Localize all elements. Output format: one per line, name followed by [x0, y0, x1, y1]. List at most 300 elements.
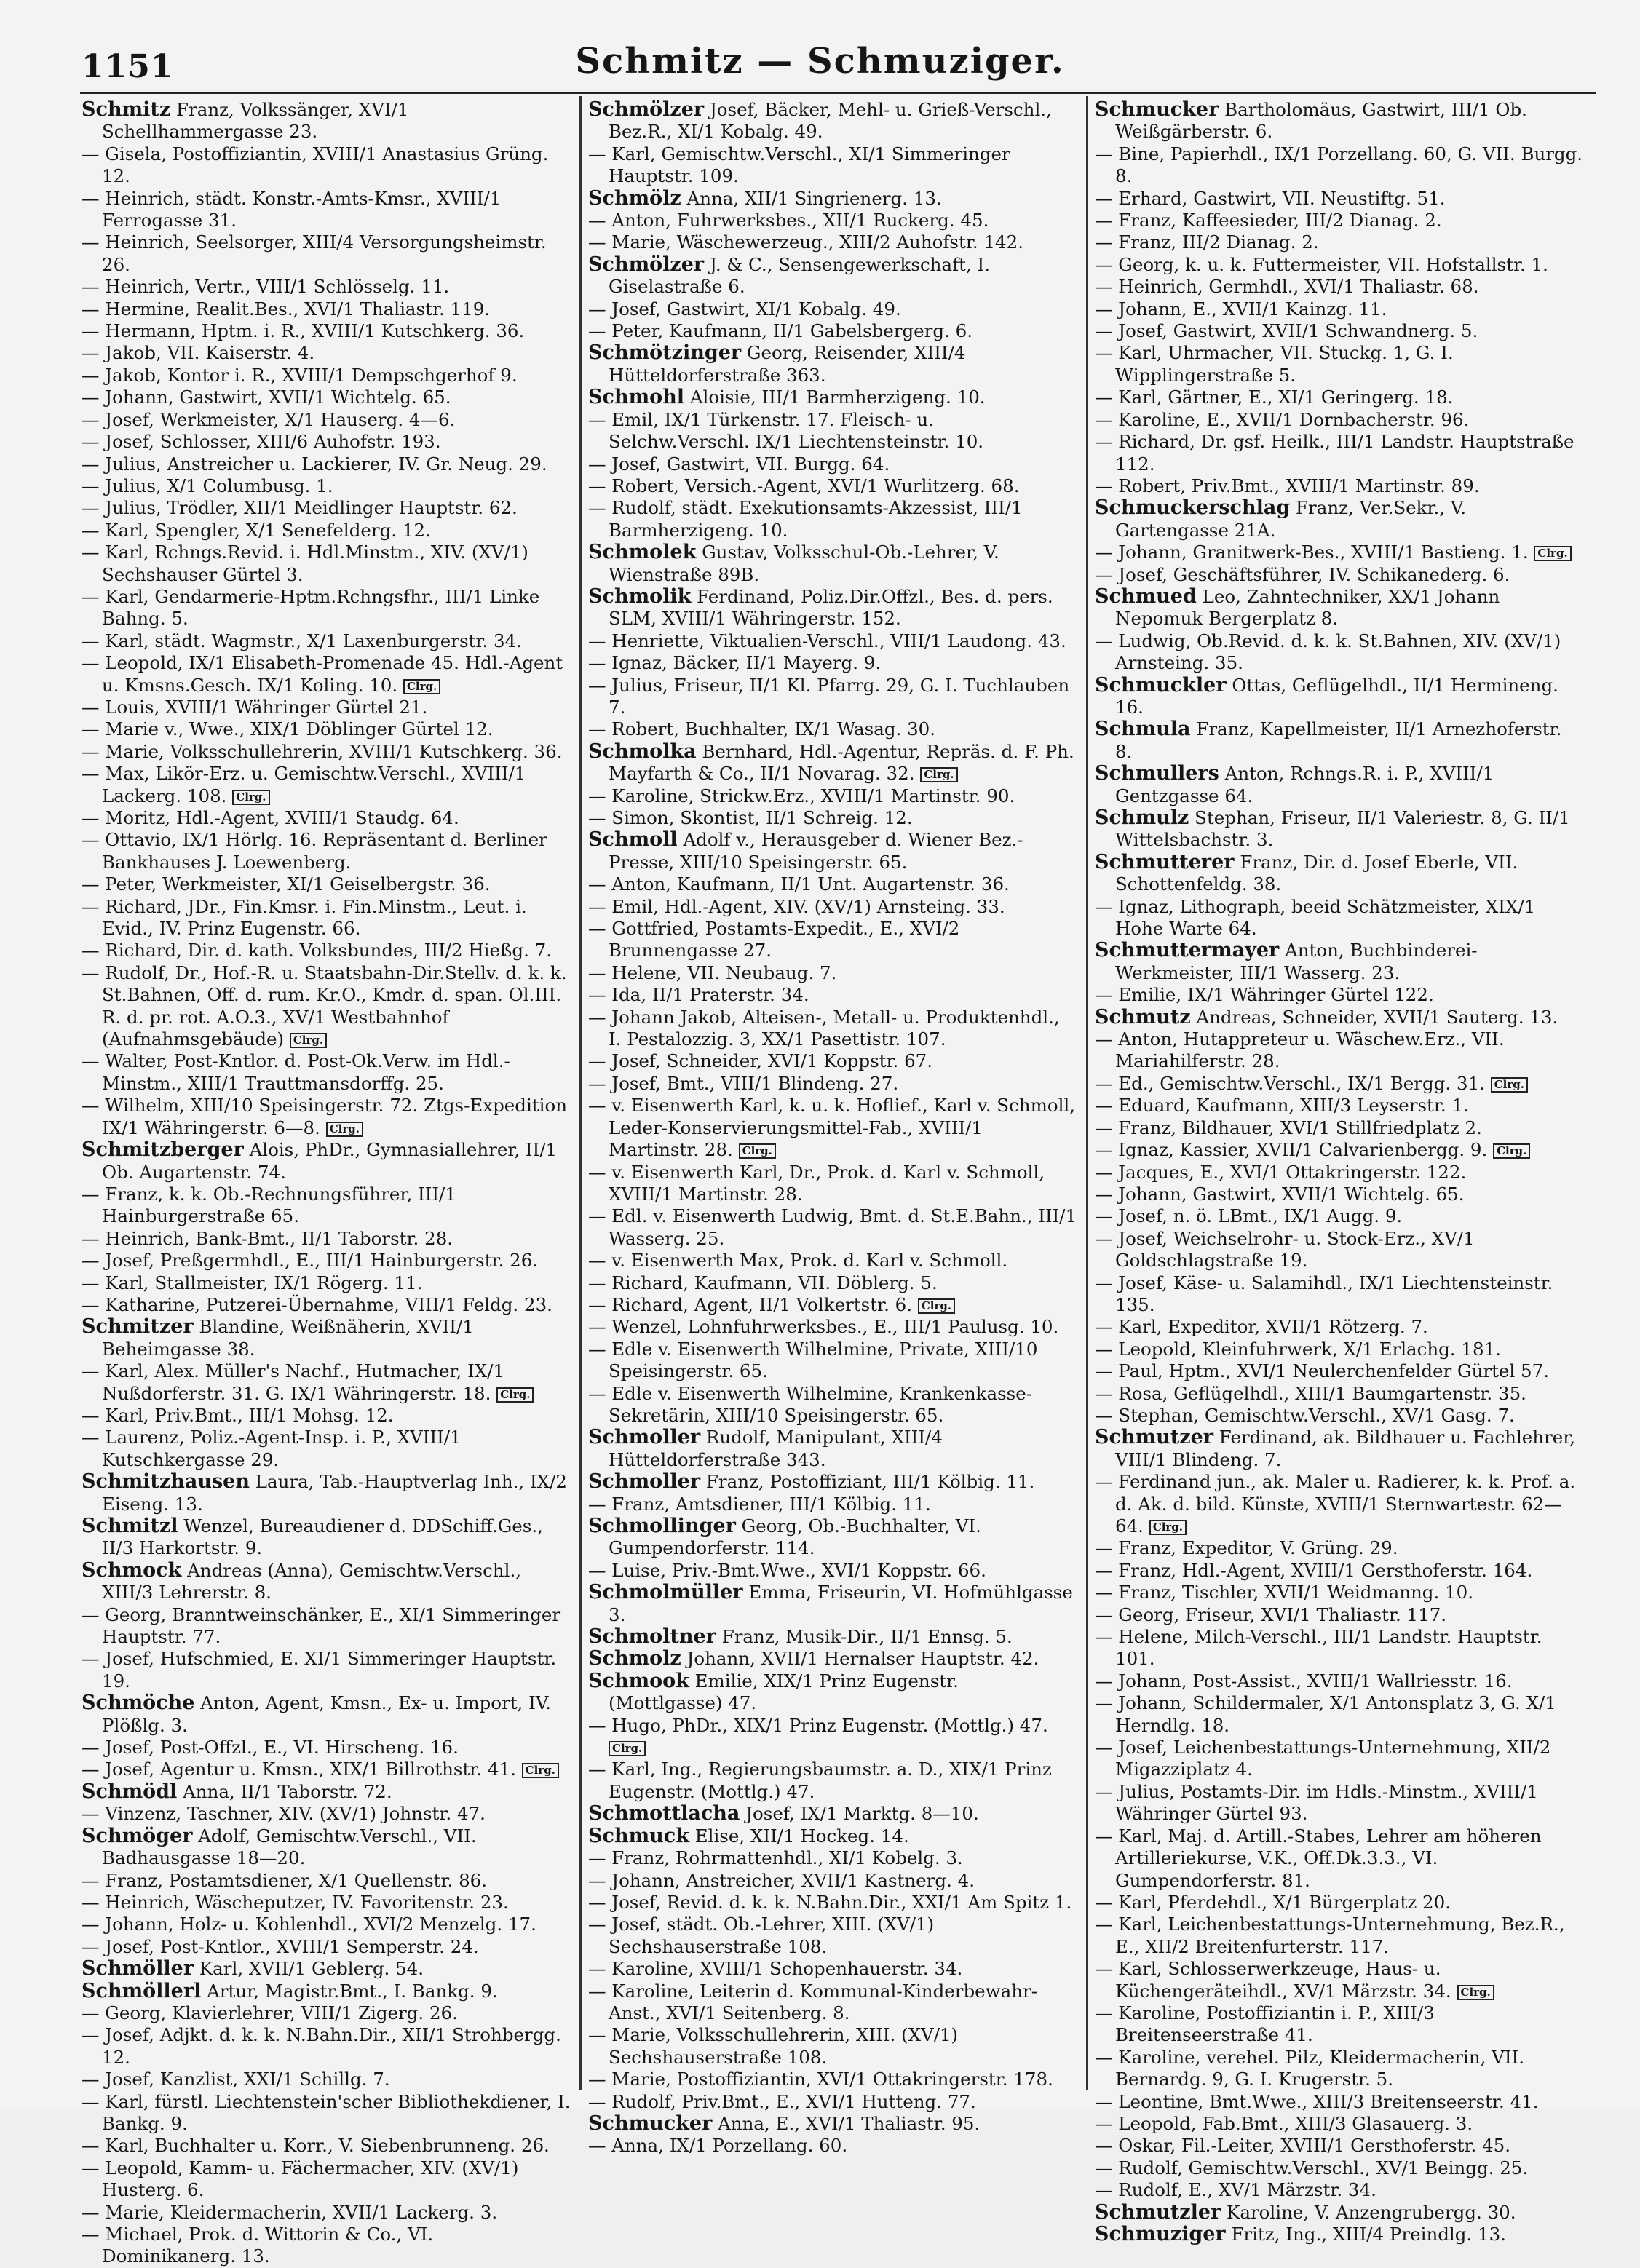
entry-text: — Josef, Bmt., VIII/1 Blindeng. 27. — [588, 1072, 899, 1094]
directory-entry — [588, 785, 1077, 807]
directory-entry — [82, 697, 571, 718]
entry-text: — Rudolf, Gemischtw.Verschl., XV/1 Beingg. 25. — [1095, 2157, 1529, 2178]
entry-text: Anna, E., XVI/1 Thaliastr. 95. — [718, 2112, 981, 2134]
directory-entry — [82, 1781, 571, 1803]
entry-text: Rudolf, Manipulant, XIII/4 Hütteldorferstraße 343. — [609, 1427, 943, 1470]
directory-entry — [588, 497, 1077, 542]
directory-entry — [588, 188, 1077, 210]
directory-entry — [588, 1427, 1077, 1471]
entry-text: — Marie, Wäschewerzeug., XIII/2 Auhofstr. 142. — [588, 231, 1023, 253]
directory-entry — [1095, 1471, 1584, 1537]
directory-entry — [588, 1715, 1077, 1759]
entry-text: — Ferdinand jun., ak. Maler u. Radierer, k. k. Prof. a. d. Ak. d. bild. Künste, XVIII/1 Sternwartestr. 62—64. — [1095, 1471, 1576, 1537]
entry-text: — Karl, Gendarmerie-Hptm.Rchngsfhr., III/1 Linke Bahng. 5. — [82, 585, 540, 630]
entry-text: Franz, Ver.Sekr., V. Gartengasse 21A. — [1115, 497, 1467, 541]
entry-text: — Marie, Volksschullehrerin, XVIII/1 Kutschkerg. 36. — [82, 740, 563, 762]
directory-entry — [1095, 1427, 1584, 1471]
directory-entry — [82, 276, 571, 298]
directory-entry — [82, 1515, 571, 1560]
directory-entry — [1095, 718, 1584, 763]
directory-entry — [1095, 542, 1584, 563]
entry-text: — Franz, Amtsdiener, III/1 Kölbig. 11. — [588, 1493, 931, 1515]
directory-entry — [1095, 2113, 1584, 2135]
entry-text: — Emil, IX/1 Türkenstr. 17. Fleisch- u. Selchw.Verschl. IX/1 Liechtensteinstr. 10. — [588, 408, 984, 453]
directory-entry — [82, 475, 571, 497]
entry-headword: Schmolik — [588, 584, 692, 608]
entry-text: — Ida, II/1 Praterstr. 34. — [588, 984, 809, 1006]
directory-entry — [1095, 188, 1584, 210]
entry-text: — Jacques, E., XVI/1 Ottakringerstr. 122. — [1095, 1161, 1467, 1183]
directory-entry — [82, 741, 571, 763]
directory-entry — [1095, 1825, 1584, 1892]
directory-entry — [588, 1205, 1077, 1250]
entry-text: — Franz, Tischler, XVII/1 Weidmanng. 10. — [1095, 1582, 1473, 1603]
directory-entry — [1095, 320, 1584, 342]
directory-entry — [82, 1360, 571, 1405]
entry-text: — Richard, Agent, II/1 Volkertstr. 6. — [588, 1293, 913, 1315]
directory-entry — [82, 342, 571, 364]
entry-text: Emma, Friseurin, VI. Hofmühlgasse 3. — [609, 1582, 1073, 1625]
directory-entry — [1095, 852, 1584, 896]
entry-text: — Josef, Weichselrohr- u. Stock-Erz., XV/1 Goldschlagstraße 19. — [1095, 1227, 1475, 1272]
entry-text: — Josef, Adjkt. d. k. k. N.Bahn.Dir., XII/1 Strohbergg. 12. — [82, 2024, 561, 2068]
entry-headword: Schmuck — [588, 1824, 689, 1847]
clearing-mark: Clrg. — [326, 1122, 363, 1137]
directory-entry — [588, 1980, 1077, 2025]
column-divider — [579, 96, 582, 2090]
directory-entry — [1095, 2047, 1584, 2091]
entry-text: Aloisie, III/1 Barmherzigeng. 10. — [689, 386, 986, 408]
directory-entry — [82, 365, 571, 386]
directory-entry — [588, 409, 1077, 453]
entry-text: — Karl, Spengler, X/1 Senefelderg. 12. — [82, 519, 431, 541]
directory-entry — [588, 652, 1077, 674]
entry-text: — Richard, JDr., Fin.Kmsr. i. Fin.Minstm., Leut. i. Evid., IV. Prinz Eugenstr. 66. — [82, 895, 527, 940]
directory-entry — [82, 386, 571, 408]
clearing-mark: Clrg. — [403, 679, 440, 694]
entry-text: — Julius, X/1 Columbusg. 1. — [82, 475, 333, 496]
entry-headword: Schmula — [1095, 718, 1191, 741]
entry-text: — Franz, Bildhauer, XVI/1 Stillfriedplatz 2. — [1095, 1117, 1482, 1138]
directory-entry — [82, 2024, 571, 2069]
directory-entry — [82, 829, 571, 873]
entry-text: Andreas (Anna), Gemischtw.Verschl., XIII/3 Lehrerstr. 8. — [102, 1559, 522, 1603]
directory-entry — [1095, 940, 1584, 984]
entry-headword: Schmöger — [82, 1824, 193, 1847]
entry-text: — Helene, Milch-Verschl., III/1 Landstr. Hauptstr. 101. — [1095, 1626, 1542, 1670]
entry-text: — Richard, Kaufmann, VII. Döblerg. 5. — [588, 1272, 938, 1293]
entry-text: — Josef, Leichenbestattungs-Unternehmung, XII/2 Migazziplatz 4. — [1095, 1737, 1551, 1780]
directory-entry — [82, 1980, 571, 2002]
entry-text: — Karoline, XVIII/1 Schopenhauerstr. 34. — [588, 1958, 963, 1980]
entry-headword: Schmötzinger — [588, 341, 742, 365]
entry-text: — Karl, Maj. d. Artill.-Stabes, Lehrer am höheren Artilleriekurse, V.K., Off.Dk.3.3., VI. Gumpendorferstr. 81. — [1095, 1825, 1542, 1891]
entry-text: — Rudolf, E., XV/1 Märzstr. 34. — [1095, 2179, 1376, 2201]
entry-text: — Rudolf, städt. Exekutionsamts-Akzessist, III/1 Barmherzigeng. 10. — [588, 497, 1023, 541]
directory-entry — [588, 254, 1077, 298]
entry-text: — Bine, Papierhdl., IX/1 Porzellang. 60, G. VII. Burgg. 8. — [1095, 143, 1583, 187]
directory-entry — [1095, 1162, 1584, 1183]
entry-text: — Josef, Schlosser, XIII/6 Auhofstr. 193. — [82, 431, 441, 453]
entry-text: — Karl, Stallmeister, IX/1 Rögerg. 11. — [82, 1272, 423, 1293]
entry-text: Johann, XVII/1 Hernalser Hauptstr. 42. — [686, 1648, 1039, 1670]
directory-entry — [588, 1494, 1077, 1515]
entry-headword: Schmutterer — [1095, 850, 1235, 873]
entry-text: Adolf, Gemischtw.Verschl., VII. Badhausgasse 18—20. — [102, 1825, 477, 1869]
entry-text: — Karl, Ing., Regierungsbaumstr. a. D., XIX/1 Prinz Eugenstr. (Mottlg.) 47. — [588, 1759, 1052, 1802]
entry-text: — Anton, Hutappreteur u. Wäschew.Erz., VII. Mariahilferstr. 28. — [1095, 1028, 1505, 1072]
clearing-mark: Clrg. — [290, 1033, 327, 1048]
entry-headword: Schmöller — [82, 1957, 194, 1980]
entry-text: — Peter, Werkmeister, XI/1 Geiselbergstr. 36. — [82, 873, 491, 895]
directory-entry — [588, 1316, 1077, 1338]
directory-entry — [1095, 1095, 1584, 1117]
directory-entry — [1095, 1892, 1584, 1914]
directory-entry — [588, 1560, 1077, 1582]
entry-text: — Karoline, Postoffiziantin i. P., XIII/3 Breitenseerstraße 41. — [1095, 2002, 1435, 2046]
directory-entry — [1095, 1205, 1584, 1227]
directory-entry — [82, 1050, 571, 1095]
entry-text: — v. Eisenwerth Karl, k. u. k. Hoflief., Karl v. Schmoll, Leder-Konservierungsmittel-Fab., XVIII/1 Martinstr. 28. — [588, 1095, 1076, 1161]
directory-entry — [82, 143, 571, 188]
directory-entry — [1095, 1073, 1584, 1095]
directory-entry — [588, 210, 1077, 231]
directory-entry — [1095, 431, 1584, 475]
entry-text: — Josef, Geschäftsführer, IV. Schikanederg. 6. — [1095, 563, 1510, 585]
entry-text: — Robert, Priv.Bmt., XVIII/1 Martinstr. 89. — [1095, 475, 1480, 496]
entry-text: — Josef, Post-Offzl., E., VI. Hirscheng. 16. — [82, 1737, 459, 1759]
entry-text: Franz, Kapellmeister, II/1 Arnezhoferstr. 8. — [1115, 718, 1562, 762]
entry-headword: Schmuttermayer — [1095, 939, 1280, 962]
entry-text: — Luise, Priv.-Bmt.Wwe., XVI/1 Koppstr. 66. — [588, 1559, 986, 1581]
page-number: 1151 — [82, 48, 174, 85]
directory-entry — [82, 1803, 571, 1825]
entry-text: Bartholomäus, Gastwirt, III/1 Ob. Weißgärberstr. 6. — [1115, 99, 1527, 143]
entry-text: — Karl, fürstl. Liechtenstein'scher Bibliothekdiener, I. Bankg. 9. — [82, 2090, 571, 2134]
directory-entry — [588, 1162, 1077, 1206]
column-3 — [1095, 98, 1584, 2245]
directory-entry — [82, 1471, 571, 1515]
directory-entry — [588, 453, 1077, 475]
directory-entry — [1095, 1958, 1584, 2002]
directory-entry — [82, 2069, 571, 2090]
entry-text: — Robert, Buchhalter, IX/1 Wasag. 30. — [588, 718, 936, 740]
directory-entry — [588, 475, 1077, 497]
entry-text: — Laurenz, Poliz.-Agent-Insp. i. P., XVIII/1 Kutschkergasse 29. — [82, 1427, 462, 1470]
entry-text: — Katharine, Putzerei-Übernahme, VIII/1 Feldg. 23. — [82, 1293, 552, 1315]
entry-headword: Schmoller — [588, 1470, 701, 1494]
entry-text: — Jakob, VII. Kaiserstr. 4. — [82, 342, 315, 364]
entry-text: — Marie, Volksschullehrerin, XIII. (XV/1) Sechshauserstraße 108. — [588, 2024, 959, 2068]
directory-entry — [1095, 143, 1584, 188]
directory-entry — [588, 1294, 1077, 1316]
entry-text: — Leopold, Kleinfuhrwerk, X/1 Erlachg. 181. — [1095, 1338, 1501, 1360]
entry-headword: Schmollinger — [588, 1515, 736, 1537]
clearing-mark: Clrg. — [496, 1387, 534, 1403]
directory-entry — [1095, 2135, 1584, 2157]
directory-entry — [1095, 2091, 1584, 2113]
directory-entry — [1095, 2002, 1584, 2047]
directory-entry — [82, 231, 571, 276]
entry-text: — Heinrich, Vertr., VIII/1 Schlösselg. 11. — [82, 276, 450, 298]
entry-text: Bernhard, Hdl.-Agentur, Repräs. d. F. Ph. Mayfarth & Co., II/1 Novarag. 32. — [609, 740, 1074, 785]
directory-entry — [588, 1582, 1077, 1626]
directory-entry — [82, 652, 571, 697]
directory-entry — [588, 1759, 1077, 1803]
directory-entry — [1095, 1316, 1584, 1338]
directory-entry — [82, 1183, 571, 1228]
entry-text: — Franz, Postamtsdiener, X/1 Quellenstr. 86. — [82, 1869, 488, 1891]
entry-text: Emilie, XIX/1 Prinz Eugenstr. (Mottlgasse) 47. — [609, 1670, 959, 1714]
directory-entry — [588, 1471, 1077, 1493]
entry-text: J. & C., Sensengewerkschaft, I. Giselastraße 6. — [609, 253, 991, 298]
entry-text: — Josef, Gastwirt, VII. Burgg. 64. — [588, 453, 890, 475]
directory-entry — [82, 1604, 571, 1649]
directory-entry — [588, 99, 1077, 143]
entry-text: — Anton, Fuhrwerksbes., XII/1 Ruckerg. 45. — [588, 210, 989, 231]
entry-text: — Ed., Gemischtw.Verschl., IX/1 Bergg. 31. — [1095, 1072, 1485, 1094]
directory-entry — [588, 2113, 1077, 2135]
entry-text: Andreas, Schneider, XVII/1 Sauterg. 13. — [1196, 1006, 1558, 1028]
entry-text: — Ottavio, IX/1 Hörlg. 16. Repräsentant d. Berliner Bankhauses J. Loewenberg. — [82, 829, 547, 873]
entry-headword: Schmitzl — [82, 1515, 178, 1537]
entry-text: — Georg, k. u. k. Futtermeister, VII. Hofstallstr. 1. — [1095, 253, 1548, 275]
entry-text: — Georg, Klavierlehrer, VIII/1 Zigerg. 26. — [82, 2002, 458, 2023]
directory-entry — [1095, 2179, 1584, 2201]
entry-text: — Karl, Leichenbestattungs-Unternehmung, Bez.R., E., XII/2 Breitenfurterstr. 117. — [1095, 1914, 1565, 1957]
entry-text: — Walter, Post-Kntlor. d. Post-Ok.Verw. im Hdl.-Minstm., XIII/1 Trauttmansdorffg. 25. — [82, 1050, 510, 1094]
directory-entry — [1095, 1360, 1584, 1382]
directory-entry — [82, 1958, 571, 1980]
entry-text: — Marie, Kleidermacherin, XVII/1 Lackerg. 3. — [82, 2201, 498, 2223]
entry-text: — Rudolf, Dr., Hof.-R. u. Staatsbahn-Dir.Stellv. d. k. k. St.Bahnen, Off. d. rum. Kr.O., Kmdr. d. span. Ol.III. R. d. pr. rot. A.O.3., XV/1 Westbahnhof (Aufnahmsgebäude) — [82, 961, 567, 1050]
directory-entry — [82, 453, 571, 475]
entry-text: — Hermine, Realit.Bes., XVI/1 Thaliastr. 119. — [82, 298, 491, 320]
entry-text: — Heinrich, Bank-Bmt., II/1 Taborstr. 28. — [82, 1227, 453, 1249]
entry-text: Laura, Tab.-Hauptverlag Inh., IX/2 Eiseng. 13. — [102, 1471, 567, 1515]
entry-headword: Schmölzer — [588, 253, 705, 276]
entry-text: — Max, Likör-Erz. u. Gemischtw.Verschl., XVIII/1 Lackerg. 108. — [82, 763, 526, 806]
directory-entry — [82, 1692, 571, 1737]
entry-headword: Schmoll — [588, 828, 678, 852]
directory-entry — [588, 1073, 1077, 1095]
directory-entry — [1095, 1914, 1584, 1958]
entry-text: Gustav, Volksschul-Ob.-Lehrer, V. Wienstraße 89B. — [609, 542, 999, 585]
directory-entry — [82, 1427, 571, 1471]
directory-entry — [82, 586, 571, 630]
entry-text: — Gisela, Postoffiziantin, XVIII/1 Anastasius Grüng. 12. — [82, 143, 549, 187]
entry-text: — Karoline, Leiterin d. Kommunal-Kinderbewahr-Anst., XVI/1 Seitenberg. 8. — [588, 1980, 1037, 2023]
directory-entry — [588, 1648, 1077, 1670]
directory-entry — [588, 542, 1077, 586]
directory-entry — [1095, 896, 1584, 940]
directory-entry — [1095, 1405, 1584, 1427]
entry-text: — Georg, Branntweinschänker, E., XI/1 Simmeringer Hauptstr. 77. — [82, 1603, 561, 1648]
directory-entry — [82, 1272, 571, 1294]
directory-entry — [588, 1670, 1077, 1715]
directory-entry — [588, 1339, 1077, 1383]
entry-text: — Julius, Trödler, XII/1 Meidlinger Hauptstr. 62. — [82, 497, 518, 519]
entry-text: Anton, Agent, Kmsn., Ex- u. Import, IV. Plößlg. 3. — [102, 1692, 551, 1736]
entry-text: — Josef, Gastwirt, XI/1 Kobalg. 49. — [588, 298, 901, 320]
directory-entry — [82, 409, 571, 431]
directory-entry — [1095, 675, 1584, 719]
directory-entry — [1095, 99, 1584, 143]
entry-text: — Helene, VII. Neubaug. 7. — [588, 961, 837, 983]
entry-headword: Schmolz — [588, 1647, 681, 1670]
entry-headword: Schmuckler — [1095, 673, 1227, 697]
directory-entry — [82, 1250, 571, 1272]
entry-text: — Edl. v. Eisenwerth Ludwig, Bmt. d. St.E.Bahn., III/1 Wasserg. 25. — [588, 1205, 1077, 1249]
entry-text: — Johann, Granitwerk-Bes., XVIII/1 Bastieng. 1. — [1095, 542, 1529, 563]
directory-entry — [82, 298, 571, 320]
directory-entry — [82, 1825, 571, 1870]
directory-entry — [1095, 475, 1584, 497]
directory-entry — [588, 2024, 1077, 2069]
entry-headword: Schmöllerl — [82, 1979, 202, 2002]
clearing-mark: Clrg. — [522, 1763, 559, 1778]
entry-text: — Karoline, verehel. Pilz, Kleidermacherin, VII. Bernardg. 9, G. I. Krugerstr. 5. — [1095, 2046, 1525, 2090]
entry-text: — Vinzenz, Taschner, XIV. (XV/1) Johnstr. 47. — [82, 1803, 486, 1825]
directory-entry — [588, 143, 1077, 188]
entry-text: — Karoline, E., XVII/1 Dornbacherstr. 96. — [1095, 408, 1470, 430]
entry-headword: Schmook — [588, 1669, 689, 1692]
directory-entry — [588, 829, 1077, 873]
entry-headword: Schmutzer — [1095, 1426, 1213, 1449]
directory-entry — [1095, 298, 1584, 320]
directory-entry — [82, 2202, 571, 2224]
directory-entry — [1095, 497, 1584, 542]
directory-entry — [82, 497, 571, 519]
entry-text: Franz, Volkssänger, XVI/1 Schellhammergasse 23. — [102, 99, 409, 143]
directory-entry — [1095, 1626, 1584, 1670]
entry-headword: Schmolmüller — [588, 1581, 743, 1604]
directory-entry — [82, 1914, 571, 1935]
directory-entry — [82, 630, 571, 652]
directory-entry — [588, 1803, 1077, 1825]
directory-entry — [1095, 254, 1584, 276]
entry-text: — Emil, Hdl.-Agent, XIV. (XV/1) Arnsteing. 33. — [588, 895, 1005, 917]
entry-text: — Ignaz, Lithograph, beeid Schätzmeister, XIX/1 Hohe Warte 64. — [1095, 895, 1536, 940]
entry-headword: Schmutz — [1095, 1005, 1191, 1028]
entry-headword: Schmucker — [1095, 98, 1219, 121]
directory-entry — [588, 231, 1077, 253]
entry-text: — Josef, Gastwirt, XVII/1 Schwandnerg. 5. — [1095, 320, 1478, 342]
entry-headword: Schmutzler — [1095, 2200, 1221, 2224]
entry-text: — Marie, Postoffiziantin, XVI/1 Ottakringerstr. 178. — [588, 2069, 1053, 2090]
directory-entry — [82, 896, 571, 940]
entry-text: — Richard, Dir. d. kath. Volksbundes, III/2 Hießg. 7. — [82, 940, 552, 961]
directory-entry — [1095, 210, 1584, 231]
directory-entry — [82, 2157, 571, 2202]
entry-text: — Marie v., Wwe., XIX/1 Döblinger Gürtel 12. — [82, 718, 494, 740]
entry-text: Karoline, V. Anzengrubergg. 30. — [1227, 2201, 1516, 2223]
directory-entry — [588, 320, 1077, 342]
entry-text: — v. Eisenwerth Max, Prok. d. Karl v. Schmoll. — [588, 1250, 1008, 1272]
column-divider — [1086, 96, 1088, 2090]
entry-text: — Franz, k. k. Ob.-Rechnungsführer, III/1 Hainburgerstraße 65. — [82, 1183, 456, 1227]
entry-text: — Eduard, Kaufmann, XIII/3 Leyserstr. 1. — [1095, 1095, 1469, 1117]
entry-text: — Karl, Buchhalter u. Korr., V. Siebenbrunneng. 26. — [82, 2135, 550, 2157]
directory-entry — [1095, 1383, 1584, 1405]
entry-headword: Schmock — [82, 1558, 182, 1582]
entry-text: — Karl, Gemischtw.Verschl., XI/1 Simmeringer Hauptstr. 109. — [588, 143, 1010, 187]
directory-entry — [1095, 1339, 1584, 1360]
entry-text: — Josef, städt. Ob.-Lehrer, XIII. (XV/1) Sechshauserstraße 108. — [588, 1914, 935, 1957]
directory-entry — [1095, 409, 1584, 431]
directory-entry — [1095, 386, 1584, 408]
directory-entry — [1095, 763, 1584, 807]
entry-text: — Wilhelm, XIII/10 Speisingerstr. 72. Ztgs-Expedition IX/1 Währingerstr. 6—8. — [82, 1095, 567, 1138]
entry-headword: Schmottlacha — [588, 1802, 740, 1825]
column-1 — [82, 98, 571, 2267]
entry-text: — Edle v. Eisenwerth Wilhelmine, Krankenkasse-Sekretärin, XIII/10 Speisingerstr. 65. — [588, 1382, 1033, 1426]
directory-entry — [588, 1914, 1077, 1958]
entry-headword: Schmucker — [588, 2112, 713, 2135]
entry-text: — Ignaz, Kassier, XVII/1 Calvarienbergg. 9. — [1095, 1139, 1488, 1161]
entry-text: — Heinrich, Wäscheputzer, IV. Favoritenstr. 23. — [82, 1891, 509, 1913]
entry-text: — Karl, städt. Wagmstr., X/1 Laxenburgerstr. 34. — [82, 630, 522, 651]
entry-text: — Johann Jakob, Alteisen-, Metall- u. Produktenhdl., I. Pestalozzig. 3, XX/1 Pasettistr. 107. — [588, 1006, 1060, 1050]
directory-entry — [1095, 342, 1584, 386]
entry-headword: Schmulz — [1095, 806, 1189, 829]
entry-headword: Schmuckerschlag — [1095, 496, 1291, 520]
directory-entry — [82, 718, 571, 740]
directory-entry — [588, 1825, 1077, 1847]
entry-text: — Peter, Kaufmann, II/1 Gabelsbergerg. 6. — [588, 320, 973, 342]
directory-entry — [588, 741, 1077, 785]
entry-text: — Leopold, Fab.Bmt., XIII/3 Glasauerg. 3. — [1095, 2112, 1473, 2134]
directory-entry — [588, 918, 1077, 962]
header-rule — [80, 92, 1596, 94]
directory-entry — [82, 1228, 571, 1250]
entry-text: — Johann, Schildermaler, X/1 Antonsplatz 3, G. X/1 Herndlg. 18. — [1095, 1692, 1556, 1736]
clearing-mark: Clrg. — [1493, 1143, 1530, 1159]
entry-text: Ferdinand, Poliz.Dir.Offzl., Bes. d. pers. SLM, XVIII/1 Währingerstr. 152. — [609, 585, 1053, 630]
entry-text: Ferdinand, ak. Bildhauer u. Fachlehrer, VIII/1 Blindeng. 7. — [1115, 1427, 1576, 1470]
entry-text: — Simon, Skontist, II/1 Schreig. 12. — [588, 807, 913, 828]
directory-entry — [588, 630, 1077, 652]
entry-headword: Schmitzer — [82, 1315, 194, 1339]
directory-entry — [588, 962, 1077, 984]
directory-entry — [82, 1405, 571, 1427]
directory-entry — [1095, 1228, 1584, 1272]
entry-text: — Gottfried, Postamts-Expedit., E., XVI/2 Brunnengasse 27. — [588, 918, 960, 961]
entry-text: Alois, PhDr., Gymnasiallehrer, II/1 Ob. Augartenstr. 74. — [102, 1139, 558, 1183]
entry-text: Franz, Dir. d. Josef Eberle, VII. Schottenfeldg. 38. — [1115, 851, 1518, 895]
entry-text: Franz, Postoffiziant, III/1 Kölbig. 11. — [705, 1471, 1035, 1493]
directory-entry — [588, 1007, 1077, 1051]
entry-text: Wenzel, Bureaudiener d. DDSchiff.Ges., II/3 Harkortstr. 9. — [102, 1515, 543, 1559]
entry-headword: Schmolek — [588, 541, 697, 564]
entry-text: Stephan, Friseur, II/1 Valeriestr. 8, G. II/1 Wittelsbachstr. 3. — [1115, 807, 1570, 851]
directory-entry — [82, 1648, 571, 1692]
entry-text: — Franz, Kaffeesieder, III/2 Dianag. 2. — [1095, 210, 1442, 231]
directory-entry — [1095, 1007, 1584, 1028]
entry-text: — Karl, Rchngs.Revid. i. Hdl.Minstm., XIV. (XV/1) Sechshauser Gürtel 3. — [82, 542, 528, 585]
entry-text: — Jakob, Kontor i. R., XVIII/1 Dempschgerhof 9. — [82, 364, 518, 386]
clearing-mark: Clrg. — [918, 1298, 955, 1314]
entry-text: Karl, XVII/1 Geblerg. 54. — [199, 1958, 424, 1980]
directory-entry — [1095, 1139, 1584, 1161]
entry-text: — Leopold, Kamm- u. Fächermacher, XIV. (XV/1) Husterg. 6. — [82, 2157, 519, 2201]
entry-text: — Rosa, Geflügelhdl., XIII/1 Baumgartenstr. 35. — [1095, 1382, 1526, 1404]
directory-entry — [588, 1383, 1077, 1427]
entry-text: — Ludwig, Ob.Revid. d. k. k. St.Bahnen, XIV. (XV/1) Arnsteing. 35. — [1095, 630, 1561, 674]
entry-text: — Josef, Werkmeister, X/1 Hauserg. 4—6. — [82, 408, 456, 430]
directory-entry — [1095, 1560, 1584, 1582]
clearing-mark: Clrg. — [1534, 546, 1571, 561]
